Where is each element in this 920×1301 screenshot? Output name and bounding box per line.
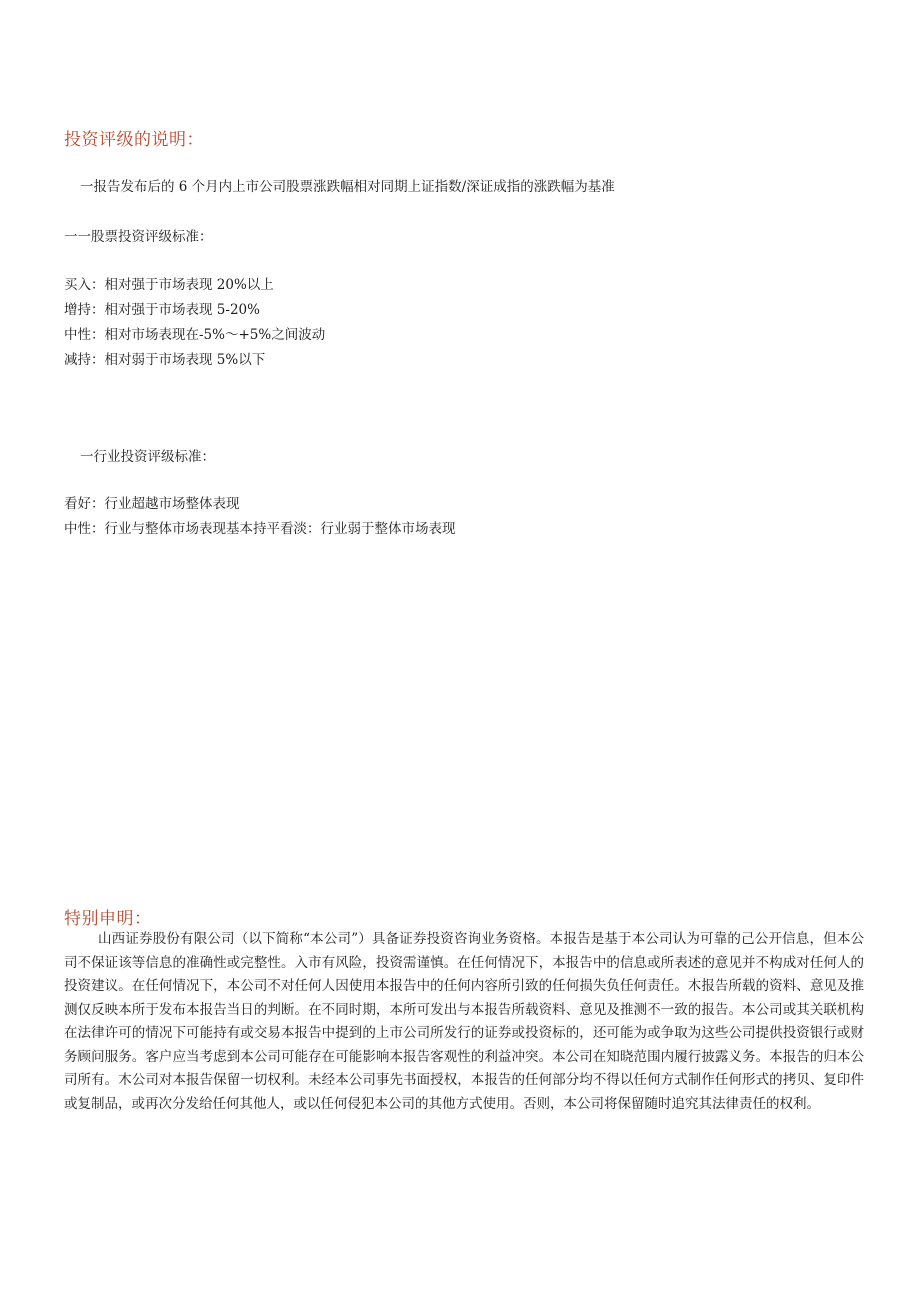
industry-rating-header: 一行业投资评级标准：: [80, 449, 215, 465]
industry-rating-positive: 看好：行业超越市场整体表现: [64, 496, 240, 512]
industry-rating-neutral-negative: 中性：行业与整体市场表现基本持平看淡：行业弱于整体市场表现: [64, 521, 456, 537]
stock-rating-overweight: 增持：相对强于市场表现 5-20%: [64, 302, 260, 318]
stock-rating-underweight: 减持：相对弱于市场表现 5%以下: [64, 352, 266, 368]
rating-basis: 一报告发布后的 6 个月内上市公司股票涨跌幅相对同期上证指数/深证成指的涨跌幅为基准: [80, 179, 615, 195]
stock-rating-neutral: 中性：相对市场表现在-5%～+5%之间波动: [64, 327, 326, 343]
rating-heading: 投资评级的说明：: [64, 130, 204, 150]
disclaimer-heading: 特别申明：: [64, 909, 152, 929]
stock-rating-buy: 买入：相对强于市场表现 20%以上: [64, 277, 274, 293]
stock-rating-header: 一一股票投资评级标准：: [64, 229, 213, 245]
disclaimer-body: 山西证券股份有限公司（以下简称“本公司”）具备证券投资咨询业务资格。本报告是基于本公司认为可靠的己公开信息，但本公司不保证该等信息的准确性或完整性。入市有风险，投资需谨慎。在任何情况下，本报告中的信息或所表述的意见并不构成对任何人的投资建议。在任何情况下，本公司不对任何人因使用本报告中的任何内容所引致的任何损失负任何责任。木报告所载的资料、意见及推测仅反映本所于发布本报告当日的判断。在不同时期，本所可发出与本报告所载资料、意见及推测不一致的报告。本公司或其关联机构在法律许可的情况下可能持有或交易本报告中提到的上市公司所发行的证券或投资标的，还可能为或争取为这些公司提供投资银行或财务顾问服务。客户应当考虑到本公司可能存在可能影响本报告客观性的利益冲突。本公司在知晓范围内履行披露义务。本报告的归本公司所有。木公司对本报告保留一切权利。未经本公司事先书面授权，本报告的任何部分均不得以任何方式制作任何形式的拷贝、复印件或复制品，或再次分发给任何其他人，或以任何侵犯本公司的其他方式使用。否则，本公司将保留随时追究其法律责任的权利。: [64, 931, 864, 1112]
